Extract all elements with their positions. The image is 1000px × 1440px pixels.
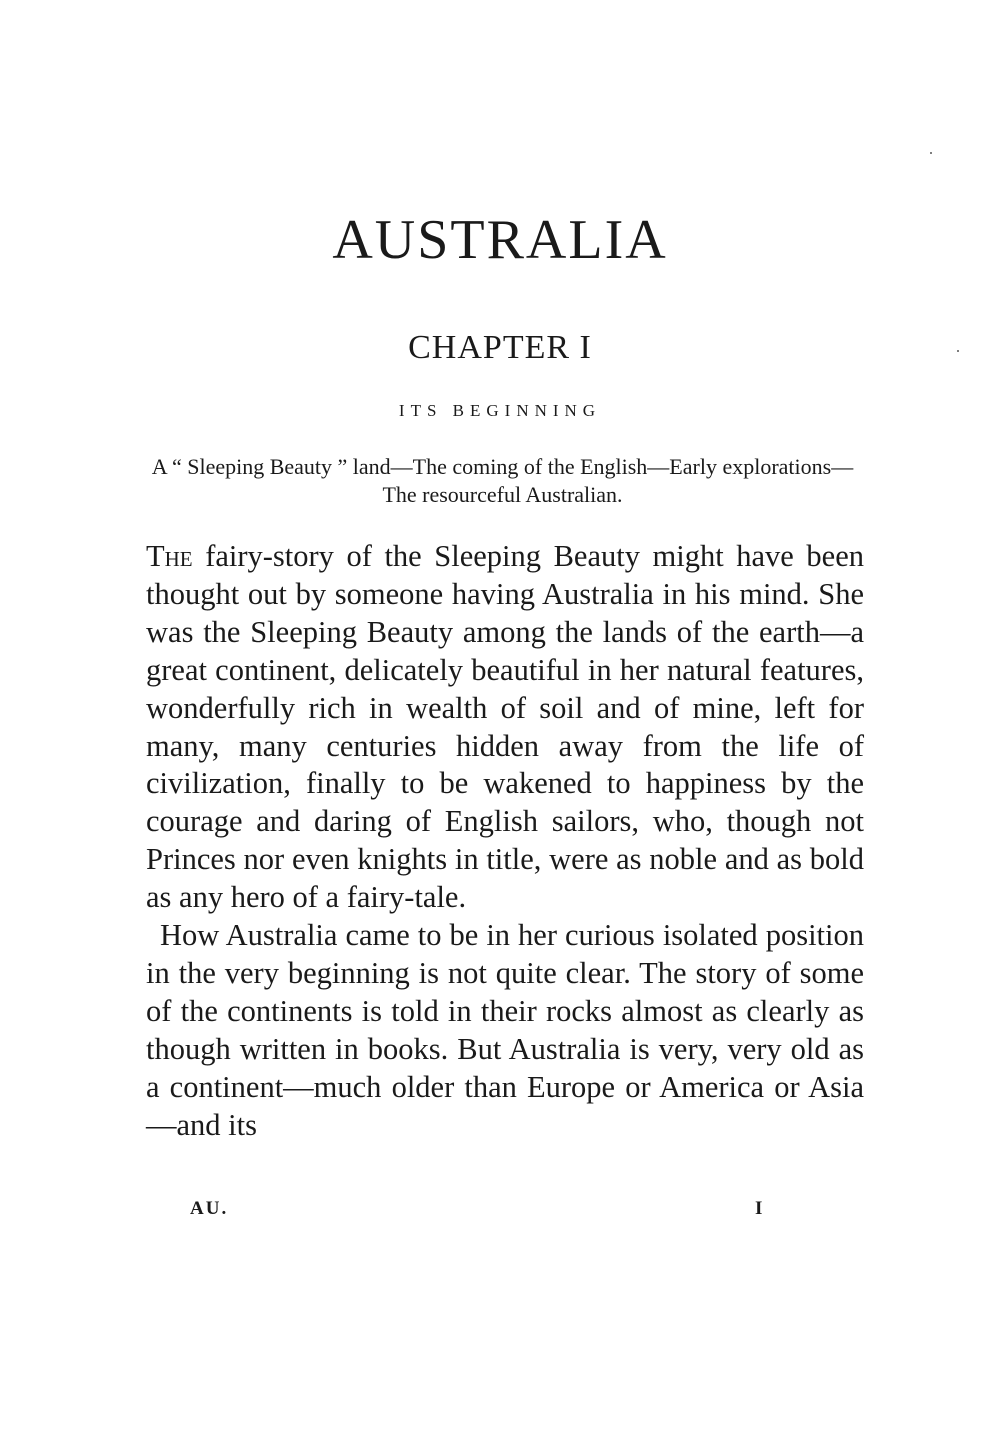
signature-mark: AU. [190,1198,229,1219]
chapter-synopsis: A “ Sleeping Beauty ” land—The coming of the English—Early explorations—The resourceful Australian. [151,454,854,507]
book-title: AUSTRALIA [332,209,668,271]
chapter-subtitle: ITS BEGINNING [398,401,602,420]
paragraph-text: fairy-story of the Sleeping Beauty might have been thought out by someone having Australia in his mind. She was the Sleeping Beauty among the lands of the earth—a great continent, delicately beautiful in her natural features, wonderfully rich in wealth of soil and of mine, left for many, many centuries hidden away from the life of civilization, finally to be wakened to happiness by the courage and daring of English sailors, who, though not Princes nor even knights in title, were as noble and as bold as any hero of a fairy-tale. [146,539,864,915]
paper-speck [930,152,932,154]
body-text [146,538,864,1145]
chapter-heading: CHAPTER I [408,329,592,366]
paragraph [146,917,864,1144]
paragraph-text: How Australia came to be in her curious isolated position in the very beginning is not quite clear. The story of some of the continents is told in their rocks almost as clearly as though written in books. But Australia is very, very old as a continent—much older than Europe or America or Asia—and its [146,918,864,1142]
page-number: I [755,1198,763,1219]
paragraph [146,538,864,917]
paragraph-lead-word: The [146,539,193,573]
